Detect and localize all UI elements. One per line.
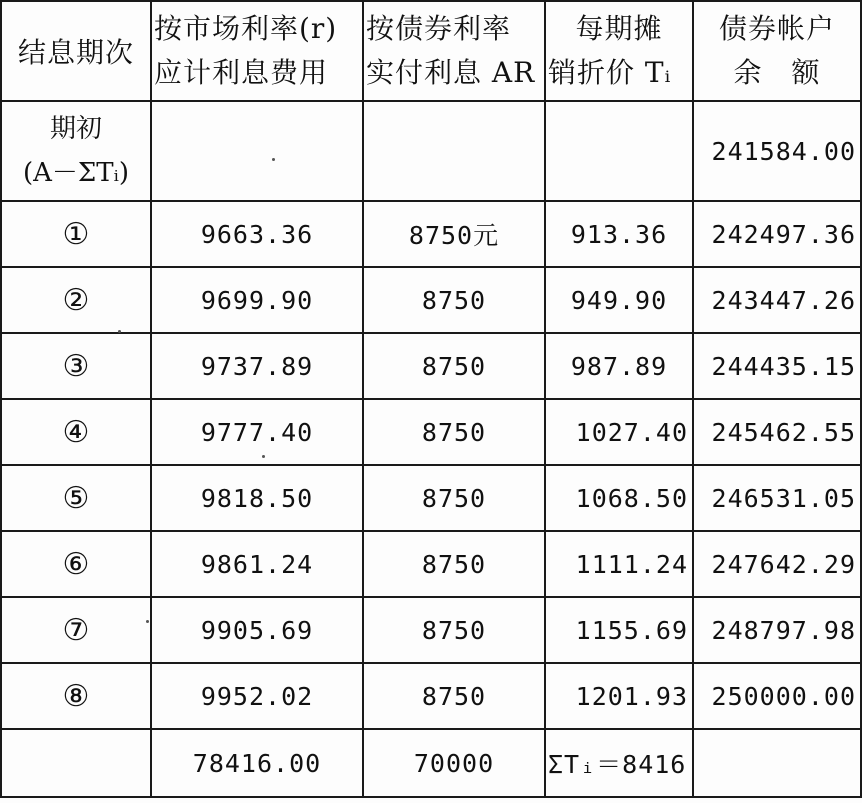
paid-cell: 8750 [363,663,545,729]
interest-cell: 9737.89 [151,333,363,399]
header-balance [693,1,861,101]
balance-cell: 248797.98 [693,597,861,663]
header-row [1,1,861,101]
period-cell: ⑤ [1,465,151,531]
header-period-label: 结息期次 [17,36,134,69]
header-paid-interest-line1: 按债券利率 [366,12,512,45]
header-market-interest [151,1,363,101]
table-row [1,333,861,399]
table-row [1,201,861,267]
initial-label-cell [1,101,151,201]
table-row [1,531,861,597]
total-interest-cell: 78416.00 [151,729,363,797]
totals-label-cell [1,729,151,797]
interest-cell: 9905.69 [151,597,363,663]
table-row [1,267,861,333]
header-paid-interest-line2: 实付利息 AR [366,56,536,89]
header-market-interest-line1: 按市场利率(r) [154,12,338,45]
table-row [1,597,861,663]
header-balance-line1: 债券帐户 [718,12,835,45]
table-row [1,399,861,465]
period-cell: ④ [1,399,151,465]
amort-cell: 913.36 [545,201,693,267]
amort-cell: 1027.40 [545,399,693,465]
header-period [1,1,151,101]
paid-cell: 8750元 [363,201,545,267]
scan-speck [146,620,149,623]
interest-cell: 9861.24 [151,531,363,597]
table-row [1,465,861,531]
amort-cell: 1068.50 [545,465,693,531]
period-cell: ⑥ [1,531,151,597]
initial-interest-cell [151,101,363,201]
scan-speck [262,455,265,458]
initial-amort-cell [545,101,693,201]
header-market-interest-line2: 应计利息费用 [154,56,329,89]
interest-cell: 9663.36 [151,201,363,267]
amort-cell: 1201.93 [545,663,693,729]
interest-cell: 9777.40 [151,399,363,465]
balance-cell: 245462.55 [693,399,861,465]
paid-cell: 8750 [363,531,545,597]
scan-speck [272,158,275,161]
period-cell: ② [1,267,151,333]
total-paid-cell: 70000 [363,729,545,797]
period-cell: ⑧ [1,663,151,729]
balance-cell: 242497.36 [693,201,861,267]
total-balance-cell [693,729,861,797]
amort-cell: 1155.69 [545,597,693,663]
header-amortization-line1: 每期摊 [575,12,663,45]
initial-row [1,101,861,201]
balance-cell: 247642.29 [693,531,861,597]
initial-paid-cell [363,101,545,201]
amort-cell: 987.89 [545,333,693,399]
balance-cell: 250000.00 [693,663,861,729]
amort-cell: 1111.24 [545,531,693,597]
period-cell: ⑦ [1,597,151,663]
table-row [1,663,861,729]
total-amort-cell: ΣTᵢ＝8416 [545,729,693,797]
balance-cell: 246531.05 [693,465,861,531]
scan-speck [118,330,121,333]
period-cell: ① [1,201,151,267]
interest-cell: 9952.02 [151,663,363,729]
balance-cell: 243447.26 [693,267,861,333]
paid-cell: 8750 [363,399,545,465]
initial-label-line1: 期初 [49,114,102,144]
header-balance-line2: 余 额 [733,56,821,89]
initial-balance-cell: 241584.00 [693,101,861,201]
initial-label-line2: (A－ΣTᵢ) [22,158,130,188]
paid-cell: 8750 [363,465,545,531]
header-paid-interest [363,1,545,101]
paid-cell: 8750 [363,267,545,333]
header-amortization-line2: 销折价 Tᵢ [548,56,672,89]
paid-cell: 8750 [363,597,545,663]
amort-cell: 949.90 [545,267,693,333]
interest-cell: 9818.50 [151,465,363,531]
totals-row [1,729,861,797]
header-amortization [545,1,693,101]
period-cell: ③ [1,333,151,399]
balance-cell: 244435.15 [693,333,861,399]
interest-cell: 9699.90 [151,267,363,333]
paid-cell: 8750 [363,333,545,399]
